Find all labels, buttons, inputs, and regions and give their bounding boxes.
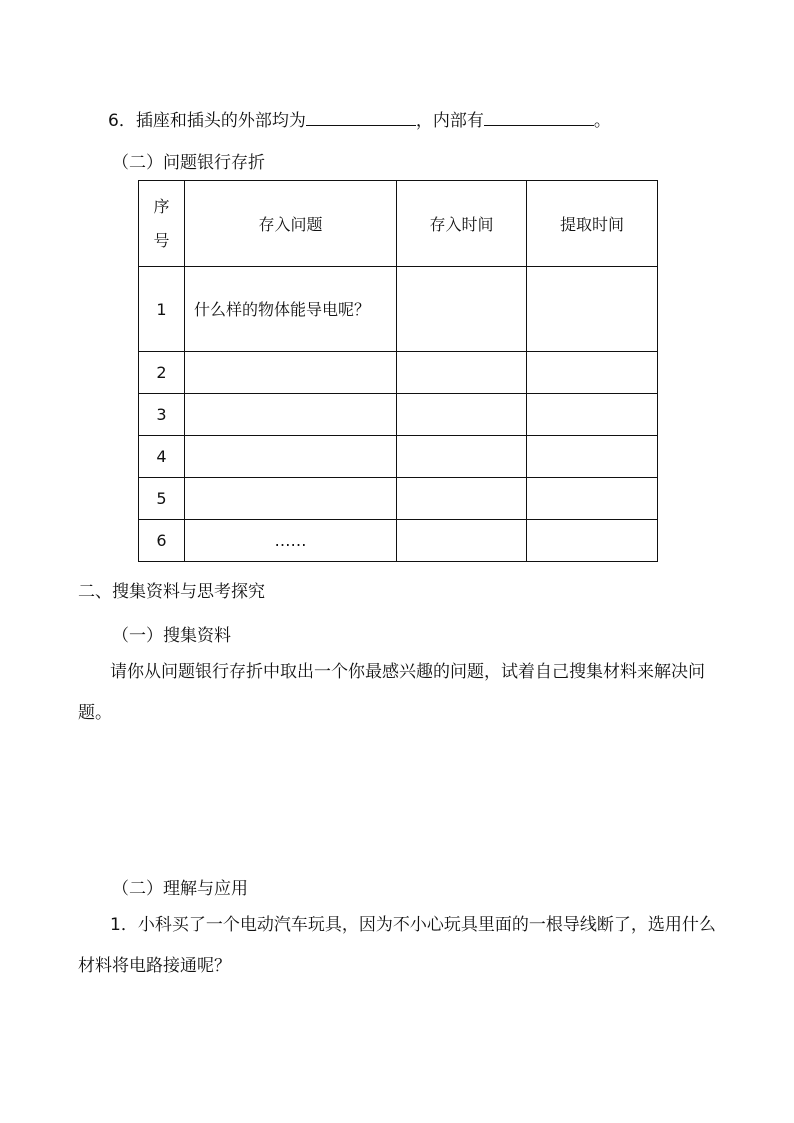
row-number: 3 xyxy=(139,394,185,436)
table-header-row xyxy=(139,181,658,267)
section-2-title: 二、搜集资料与思考探究 xyxy=(78,582,265,602)
question-cell[interactable] xyxy=(185,478,397,520)
table-row xyxy=(139,352,658,394)
header-serial xyxy=(139,181,185,267)
header-serial-line2: 号 xyxy=(153,230,170,250)
answer-blank-2[interactable] xyxy=(484,109,594,126)
question-1-text: 1．小科买了一个电动汽车玩具，因为不小心玩具里面的一根导线断了，选用什么材料将电路接通呢？ xyxy=(78,915,716,976)
q6-middle: ，内部有 xyxy=(415,111,484,131)
question-6 xyxy=(108,106,611,131)
withdraw-time-cell[interactable] xyxy=(527,478,658,520)
table-row xyxy=(139,267,658,352)
question-bank-table xyxy=(138,180,658,562)
question-cell: 什么样的物体能导电呢？ xyxy=(185,267,397,352)
row-number: 2 xyxy=(139,352,185,394)
q6-suffix: 。 xyxy=(593,111,611,131)
question-cell: …… xyxy=(185,520,397,562)
question-cell[interactable] xyxy=(185,352,397,394)
deposit-time-cell[interactable] xyxy=(397,520,527,562)
withdraw-time-cell[interactable] xyxy=(527,436,658,478)
row-number: 4 xyxy=(139,436,185,478)
row-number: 5 xyxy=(139,478,185,520)
deposit-time-cell[interactable] xyxy=(397,267,527,352)
withdraw-time-cell[interactable] xyxy=(527,394,658,436)
subsection-2-title: （二）理解与应用 xyxy=(112,879,248,899)
header-serial-line1: 序 xyxy=(153,196,170,216)
deposit-time-cell[interactable] xyxy=(397,478,527,520)
table-row xyxy=(139,394,658,436)
subsection-1-text: 请你从问题银行存折中取出一个你最感兴趣的问题，试着自己搜集材料来解决问题。 xyxy=(78,662,705,723)
header-question: 存入问题 xyxy=(185,181,397,267)
deposit-time-cell[interactable] xyxy=(397,436,527,478)
withdraw-time-cell[interactable] xyxy=(527,267,658,352)
row-number: 6 xyxy=(139,520,185,562)
header-withdraw-time: 提取时间 xyxy=(527,181,658,267)
answer-blank-1[interactable] xyxy=(306,109,416,126)
table-row xyxy=(139,520,658,562)
question-cell[interactable] xyxy=(185,436,397,478)
q6-prefix: 6．插座和插头的外部均为 xyxy=(108,111,306,131)
withdraw-time-cell[interactable] xyxy=(527,520,658,562)
section-bank-title: （二）问题银行存折 xyxy=(112,153,265,173)
row-number: 1 xyxy=(139,267,185,352)
table-row xyxy=(139,436,658,478)
table-row xyxy=(139,478,658,520)
question-cell[interactable] xyxy=(185,394,397,436)
withdraw-time-cell[interactable] xyxy=(527,352,658,394)
header-deposit-time: 存入时间 xyxy=(397,181,527,267)
deposit-time-cell[interactable] xyxy=(397,352,527,394)
deposit-time-cell[interactable] xyxy=(397,394,527,436)
subsection-1-title: （一）搜集资料 xyxy=(112,626,231,646)
